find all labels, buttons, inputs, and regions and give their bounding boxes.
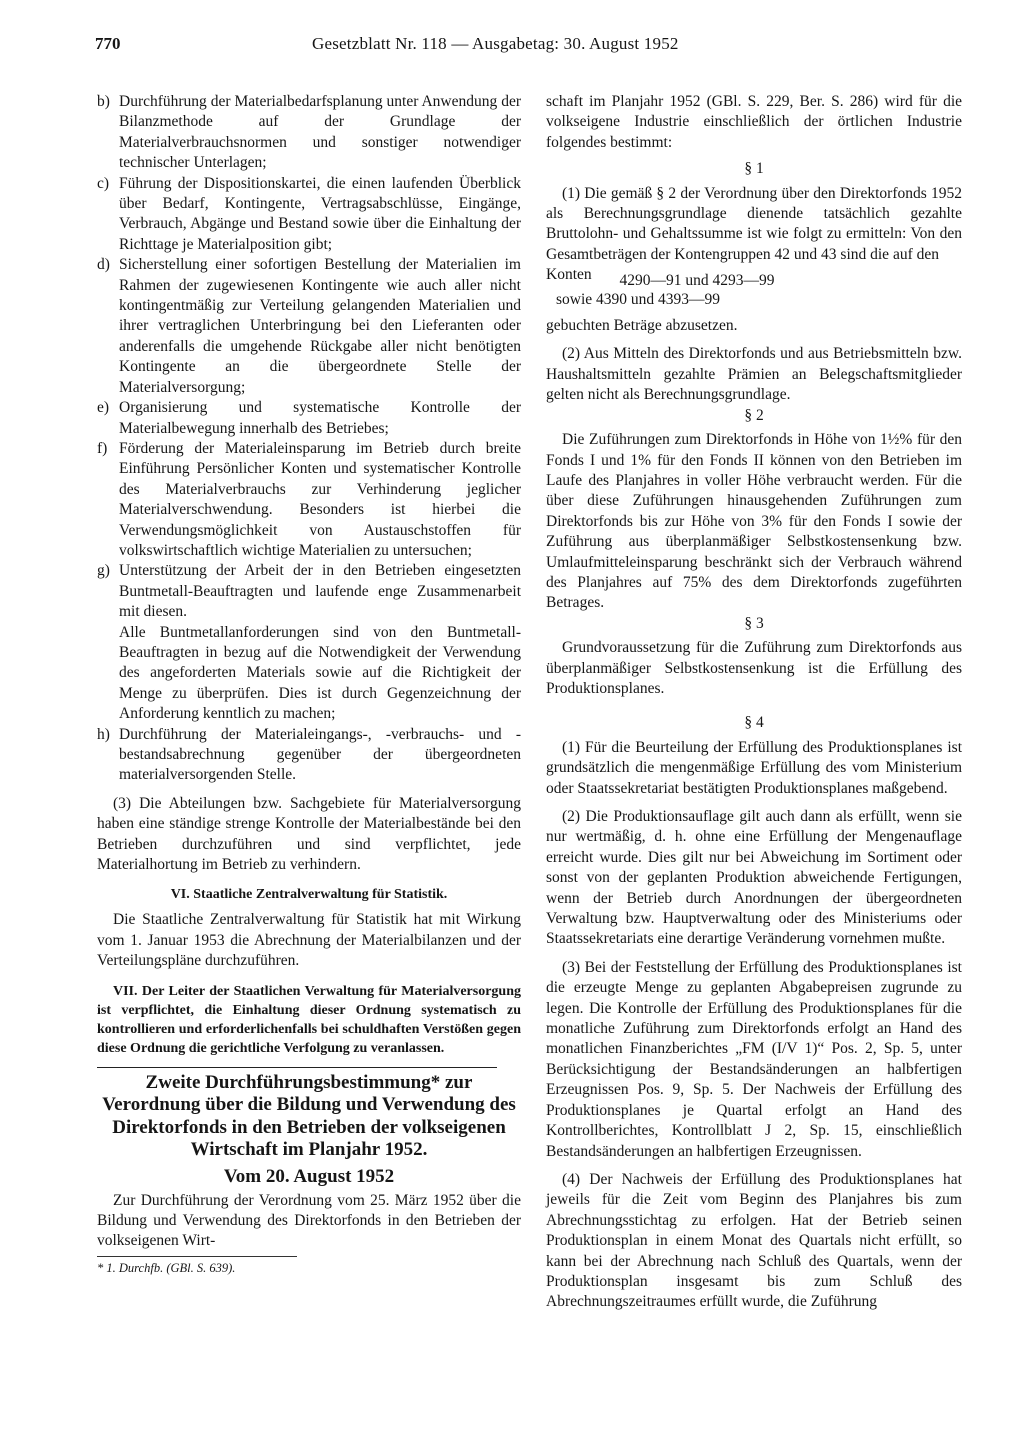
section-4-para-1: (1) Für die Beurteilung der Erfüllung des Produktionsplanes ist grundsätzlich die mengenmäßige Erfüllung des vom Ministerium oder Staatssekretariat bestätigten Produktionsplanes maßgebend.	[546, 738, 962, 797]
document-date: Vom 20. August 1952	[223, 1165, 395, 1187]
item-text: Organisierung und systematische Kontrolle der Materialbewegung innerhalb des Betriebes;	[119, 399, 521, 437]
list-item-c	[97, 174, 521, 256]
item-label: c)	[97, 174, 110, 192]
item-label: g)	[97, 562, 110, 580]
running-title: Gesetzblatt Nr. 118 — Ausgabetag: 30. August 1952	[312, 34, 679, 53]
item-label: b)	[97, 93, 110, 110]
konten-range-1: 4290—91 und 4293—99	[619, 272, 775, 290]
document-title: Zweite Durchführungsbestimmung* zur Verordnung über die Bildung und Verwendung des Direktorfonds in den Betrieben der volkseigenen Wirtschaft im Planjahr 1952.	[102, 1071, 516, 1161]
list-item-h	[97, 725, 521, 786]
item-g-subparagraph: Alle Buntmetallanforderungen sind von den Buntmetall-Beauftragten in bezug auf die Notwendigkeit der Verwendung des angeforderten Materials sowie auf die Richtigkeit der Menge zu überprüfen. Dies ist durch Gegenzeichnung der Anforderung kenntlich zu machen;	[119, 623, 521, 723]
section-4-para-2: (2) Die Produktionsauflage gilt auch dann als erfüllt, wenn sie nur wertmäßig, d. h. ohne eine Erfüllung der Mengenauflage erreicht wurde. Dies gilt nur bei Abweichung im Sortiment oder sonst von der geplanten Produktion abweichende Fertigungen, wenn der Betrieb durch Anordnungen der übergeordneten Verwaltung bzw. Hauptverwaltung oder des Ministeriums oder Staatssekretariats eine derartige Veränderung vornehmen mußte.	[546, 808, 962, 948]
list-item-b	[97, 92, 521, 174]
page-number: 770	[95, 34, 121, 53]
intro-continuation: schaft im Planjahr 1952 (GBl. S. 229, Ber. S. 286) wird für die volkseigene Industrie einschließlich der örtlichen Industrie folgendes bestimmt:	[546, 93, 962, 151]
section-2-heading: § 2	[744, 406, 764, 424]
item-label: d)	[97, 256, 110, 274]
intro-paragraph: Zur Durchführung der Verordnung vom 25. März 1952 über die Bildung und Verwendung des Direktorfonds in den Betrieben der volkseigenen Wirt-	[97, 1191, 521, 1250]
section-4-heading: § 4	[744, 714, 764, 732]
section-1-para-2: (2) Aus Mitteln des Direktorfonds und aus Betriebsmitteln bzw. Haushaltsmitteln gezahlte Prämien an Belegschaftsmitglieder gelten nicht als Berechnungsgrundlage.	[546, 345, 962, 404]
item-text: Förderung der Materialeinsparung im Betrieb durch breite Einführung Persönlicher Konten und systematischer Kontrolle des Materialverbrauchs zur Verhinderung jeglicher Materialverschwendung. Besonders ist hierbei die Verwendungsmöglichkeit von Austauschstoffen für volkswirtschaftlich wichtige Materialien zu untersuchen;	[119, 439, 521, 559]
item-label: h)	[97, 725, 110, 743]
item-text: Sicherstellung einer sofortigen Bestellung der Materialien im Rahmen der zugewiesenen Kontingente wie auch aller nicht kontingentmäßig zur Verteilung gelangenden Materialien und ihrer vertraglichen Unterbringung bei den Lieferanten oder anderenfalls die umgehende Rückgabe aller nicht benötigten Kontingente an die übergeordnete Stelle der Materialversorgung;	[119, 256, 521, 396]
item-text: Durchführung der Materialeingangs-, -verbrauchs- und -bestandsabrechnung gegenüber der übergeordneten materialversorgenden Stelle.	[119, 725, 521, 784]
list-item-g	[97, 561, 521, 622]
section-heading-vi: VI. Staatliche Zentralverwaltung für Statistik.	[170, 887, 448, 903]
section-divider	[97, 1067, 497, 1068]
item-label: e)	[97, 399, 110, 417]
list-item-f	[97, 439, 521, 561]
page-header	[97, 26, 962, 56]
section-3-para: Grundvoraussetzung für die Zuführung zum Direktorfonds aus überplanmäßiger Selbstkostensenkung ist die Erfüllung des Produktionsplanes.	[546, 639, 962, 697]
konten-label: Konten	[546, 266, 592, 284]
left-column	[97, 92, 521, 1276]
paragraph-vi: Die Staatliche Zentralverwaltung für Statistik hat mit Wirkung vom 1. Januar 1953 die Abrechnung der Materialbilanzen und der Verteilungspläne durchzuführen.	[97, 911, 521, 970]
paragraph-vii: VII. Der Leiter der Staatlichen Verwaltung für Materialversorgung ist verpflichtet, die Einhaltung dieser Ordnung systematisch zu kontrollieren und erforderlichenfalls bei schuldhaften Verstößen gegen diese Ordnung die gerichtliche Verfolgung zu veranlassen.	[97, 983, 521, 1056]
right-column	[546, 92, 962, 1313]
konten-range-2: sowie 4390 und 4393—99	[556, 290, 721, 308]
item-label: f)	[97, 439, 108, 457]
paragraph-3: (3) Die Abteilungen bzw. Sachgebiete für Materialversorgung haben eine ständige strenge Kontrolle der Materialbestände bei den Betrieben durchzuführen und sind verpflichtet, jede Materialhortung im Betrieb zu verhindern.	[97, 794, 521, 874]
section-3-heading: § 3	[744, 614, 764, 632]
item-text: Unterstützung der Arbeit der in den Betrieben eingesetzten Buntmetall-Beauftragten und laufende enge Zusammenarbeit mit diesen.	[119, 562, 521, 621]
item-text: Durchführung der Materialbedarfsplanung unter Anwendung der Bilanzmethode auf der Grundlage der Materialverbrauchsnormen und sonstiger notwendiger technischer Unterlagen;	[119, 93, 521, 172]
section-1-heading: § 1	[744, 160, 764, 178]
section-4-para-4: (4) Der Nachweis der Erfüllung des Produktionsplanes hat jeweils für die Zeit vom Beginn des Planjahres bis zum Abrechnungsstichtag zu erfolgen. Hat der Betrieb seinen Produktionsplan in einem Monat des Quartals nicht erfüllt, so kann bei der Abrechnung nach Schluß des Quartals, wenn der Produktionsplan insgesamt bis zum Schluß des Abrechnungszeitraumes erfüllt wurde, die Zuführung	[546, 1170, 962, 1311]
footnote: * 1. Durchfb. (GBl. S. 639).	[97, 1260, 236, 1275]
footnote-divider	[97, 1256, 297, 1257]
section-4-para-3: (3) Bei der Feststellung der Erfüllung des Produktionsplanes ist die erzeugte Menge zu geplanten Abgabepreisen zugrunde zu legen. Die Kontrolle der Erfüllung des Produktionsplanes für die monatliche Zuführung zum Direktorfonds erfolgt an Hand des monatlichen Finanzberichtes „FM (I/V 1)“ Pos. 2, Sp. 5, unter Berücksichtigung der Bestandsänderungen an halbfertigen Erzeugnissen Pos. 9, Sp. 5. Der Nachweis der Erfüllung des Produktionsplanes je Quartal erfolgt an Hand des Kontrollberichtes, Kontrollblatt J 2, Sp. 15, einschließlich Bestandsänderungen an halbfertigen Erzeugnissen.	[546, 958, 962, 1160]
section-1-para-1a: (1) Die gemäß § 2 der Verordnung über den Direktorfonds 1952 als Berechnungsgrundlage dienende tatsächlich gezahlte Bruttolohn- und Gehaltssumme ist wie folgt zu ermitteln: Von den Gesamtbeträgen der Kontengruppen 42 und 43 sind die auf den	[546, 184, 962, 263]
item-text: Führung der Dispositionskartei, die einen laufenden Überblick über Bedarf, Kontingente, Vertragsabschlüsse, Eingänge, Verbrauch, Abgänge und Bestand sowie über die Einhaltung der Richttage je Materialposition gibt;	[119, 174, 521, 253]
konten-line	[546, 265, 962, 290]
section-2-para: Die Zuführungen zum Direktorfonds in Höhe von 1½% für den Fonds I und 1% für den Fonds II können von den Betrieben im Laufe des Planjahres in voller Höhe verbraucht werden. Für die über diese Zuführungen hinausgehenden Zuführungen zum Direktorfonds bis zur Höhe von 3% für den Fonds I sowie der Zuführung aus überplanmäßiger Selbstkostensenkung bzw. Umlaufmitteleinsparung beschränkt sich der Verbrauch während des Planjahres auf 75% des dem Direktorfonds zugeführten Betrages.	[546, 431, 962, 612]
list-item-d	[97, 255, 521, 398]
section-1-para-1b: gebuchten Beträge abzusetzen.	[546, 317, 738, 335]
list-item-e	[97, 398, 521, 439]
